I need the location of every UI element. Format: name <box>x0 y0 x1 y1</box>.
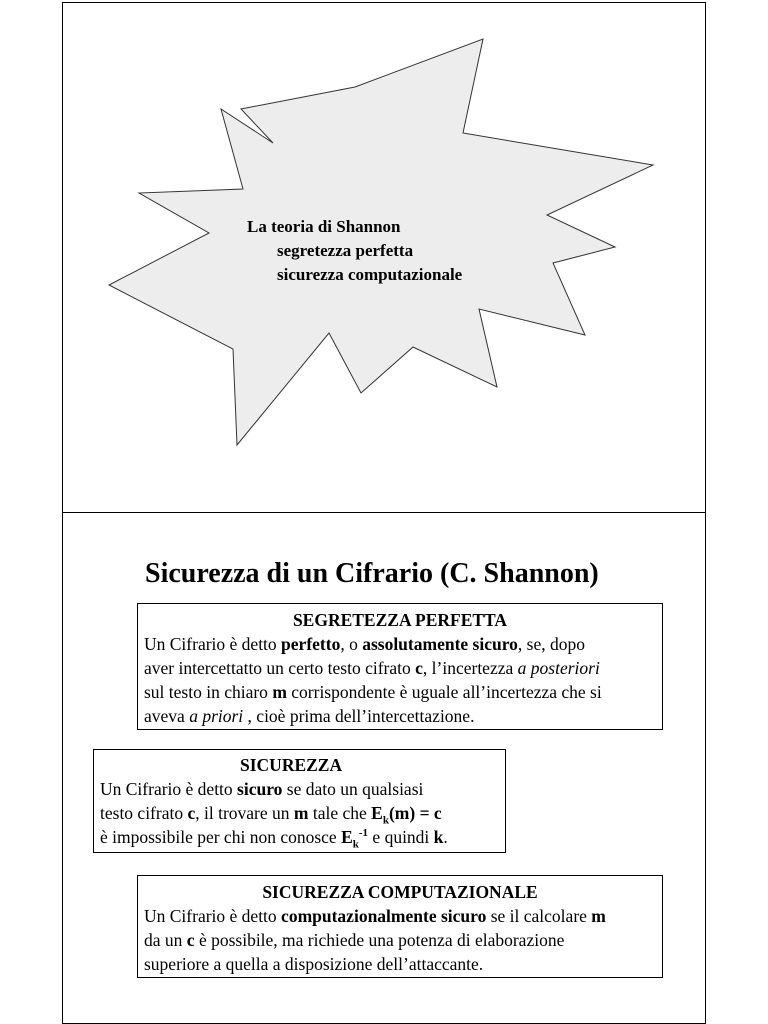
security-box <box>93 749 506 853</box>
text: testo cifrato <box>100 803 188 823</box>
text: aveva <box>144 706 190 726</box>
bold-text: c <box>415 658 423 678</box>
bold-text: E <box>341 827 353 847</box>
security-line-1 <box>100 777 499 801</box>
subscript: k <box>352 838 359 851</box>
text: è possibile, ma richiede una potenza di elaborazione <box>194 930 565 950</box>
computational-line-1 <box>144 904 656 928</box>
perfect-line-4 <box>144 704 656 728</box>
bold-text: computazionalmente sicuro <box>281 906 487 926</box>
bold-text: m <box>272 682 287 702</box>
bold-text: c <box>186 930 195 950</box>
bold-text: k <box>433 827 444 847</box>
perfect-line-2 <box>144 656 656 680</box>
text: corrispondente è uguale all’incertezza che si <box>286 682 602 702</box>
computational-security-heading: SICUREZZA COMPUTAZIONALE <box>262 882 538 902</box>
computational-line-3 <box>144 952 656 976</box>
security-line-2 <box>100 801 499 825</box>
text: . <box>443 827 448 847</box>
slide-2 <box>62 512 706 1024</box>
superscript: -1 <box>358 827 369 840</box>
text: , l’incertezza <box>422 658 518 678</box>
italic-text: a priori <box>189 706 244 726</box>
computational-line-2 <box>144 928 656 952</box>
perfect-line-1 <box>144 632 656 656</box>
perfect-secrecy-heading: SEGRETEZZA PERFETTA <box>292 610 508 630</box>
text: Un Cifrario è detto <box>144 906 282 926</box>
computational-security-box <box>137 875 663 978</box>
text: , se, dopo <box>517 634 585 654</box>
italic-text: a posteriori <box>517 658 600 678</box>
text: Un Cifrario è detto <box>100 779 238 799</box>
text: da un <box>144 930 187 950</box>
bold-text: sicuro <box>237 779 283 799</box>
security-heading: SICUREZZA <box>240 755 343 775</box>
text: e quindi <box>368 827 434 847</box>
text: , il trovare un <box>195 803 294 823</box>
bold-text: (m) = c <box>388 803 442 823</box>
slide-title: Sicurezza di un Cifrario (C. Shannon) <box>145 558 599 589</box>
perfect-line-3 <box>144 680 656 704</box>
text: se dato un qualsiasi <box>282 779 424 799</box>
bold-text: assolutamente sicuro <box>362 634 518 654</box>
text: tale che <box>308 803 372 823</box>
security-line-3 <box>100 825 499 849</box>
bold-text: E <box>371 803 383 823</box>
subscript: k <box>382 814 389 827</box>
bold-text: perfetto <box>281 634 341 654</box>
text: aver intercettatto un certo testo cifrato <box>144 658 416 678</box>
text: , o <box>340 634 363 654</box>
text: Un Cifrario è detto <box>144 634 282 654</box>
slide-1 <box>62 2 706 514</box>
perfect-secrecy-box <box>137 603 663 730</box>
bold-text: m <box>591 906 606 926</box>
bold-text: m <box>293 803 309 823</box>
burst-line-1: La teoria di Shannon <box>247 217 401 236</box>
burst-line-2: segretezza perfetta <box>277 241 414 260</box>
burst-line-3: sicurezza computazionale <box>277 265 463 284</box>
burst-text <box>247 215 462 287</box>
text: è impossibile per chi non conosce <box>100 827 342 847</box>
text: , cioè prima dell’intercettazione. <box>243 706 475 726</box>
text: superiore a quella a disposizione dell’attaccante. <box>144 954 484 974</box>
bold-text: c <box>187 803 196 823</box>
text: sul testo in chiaro <box>144 682 273 702</box>
text: se il calcolare <box>486 906 592 926</box>
